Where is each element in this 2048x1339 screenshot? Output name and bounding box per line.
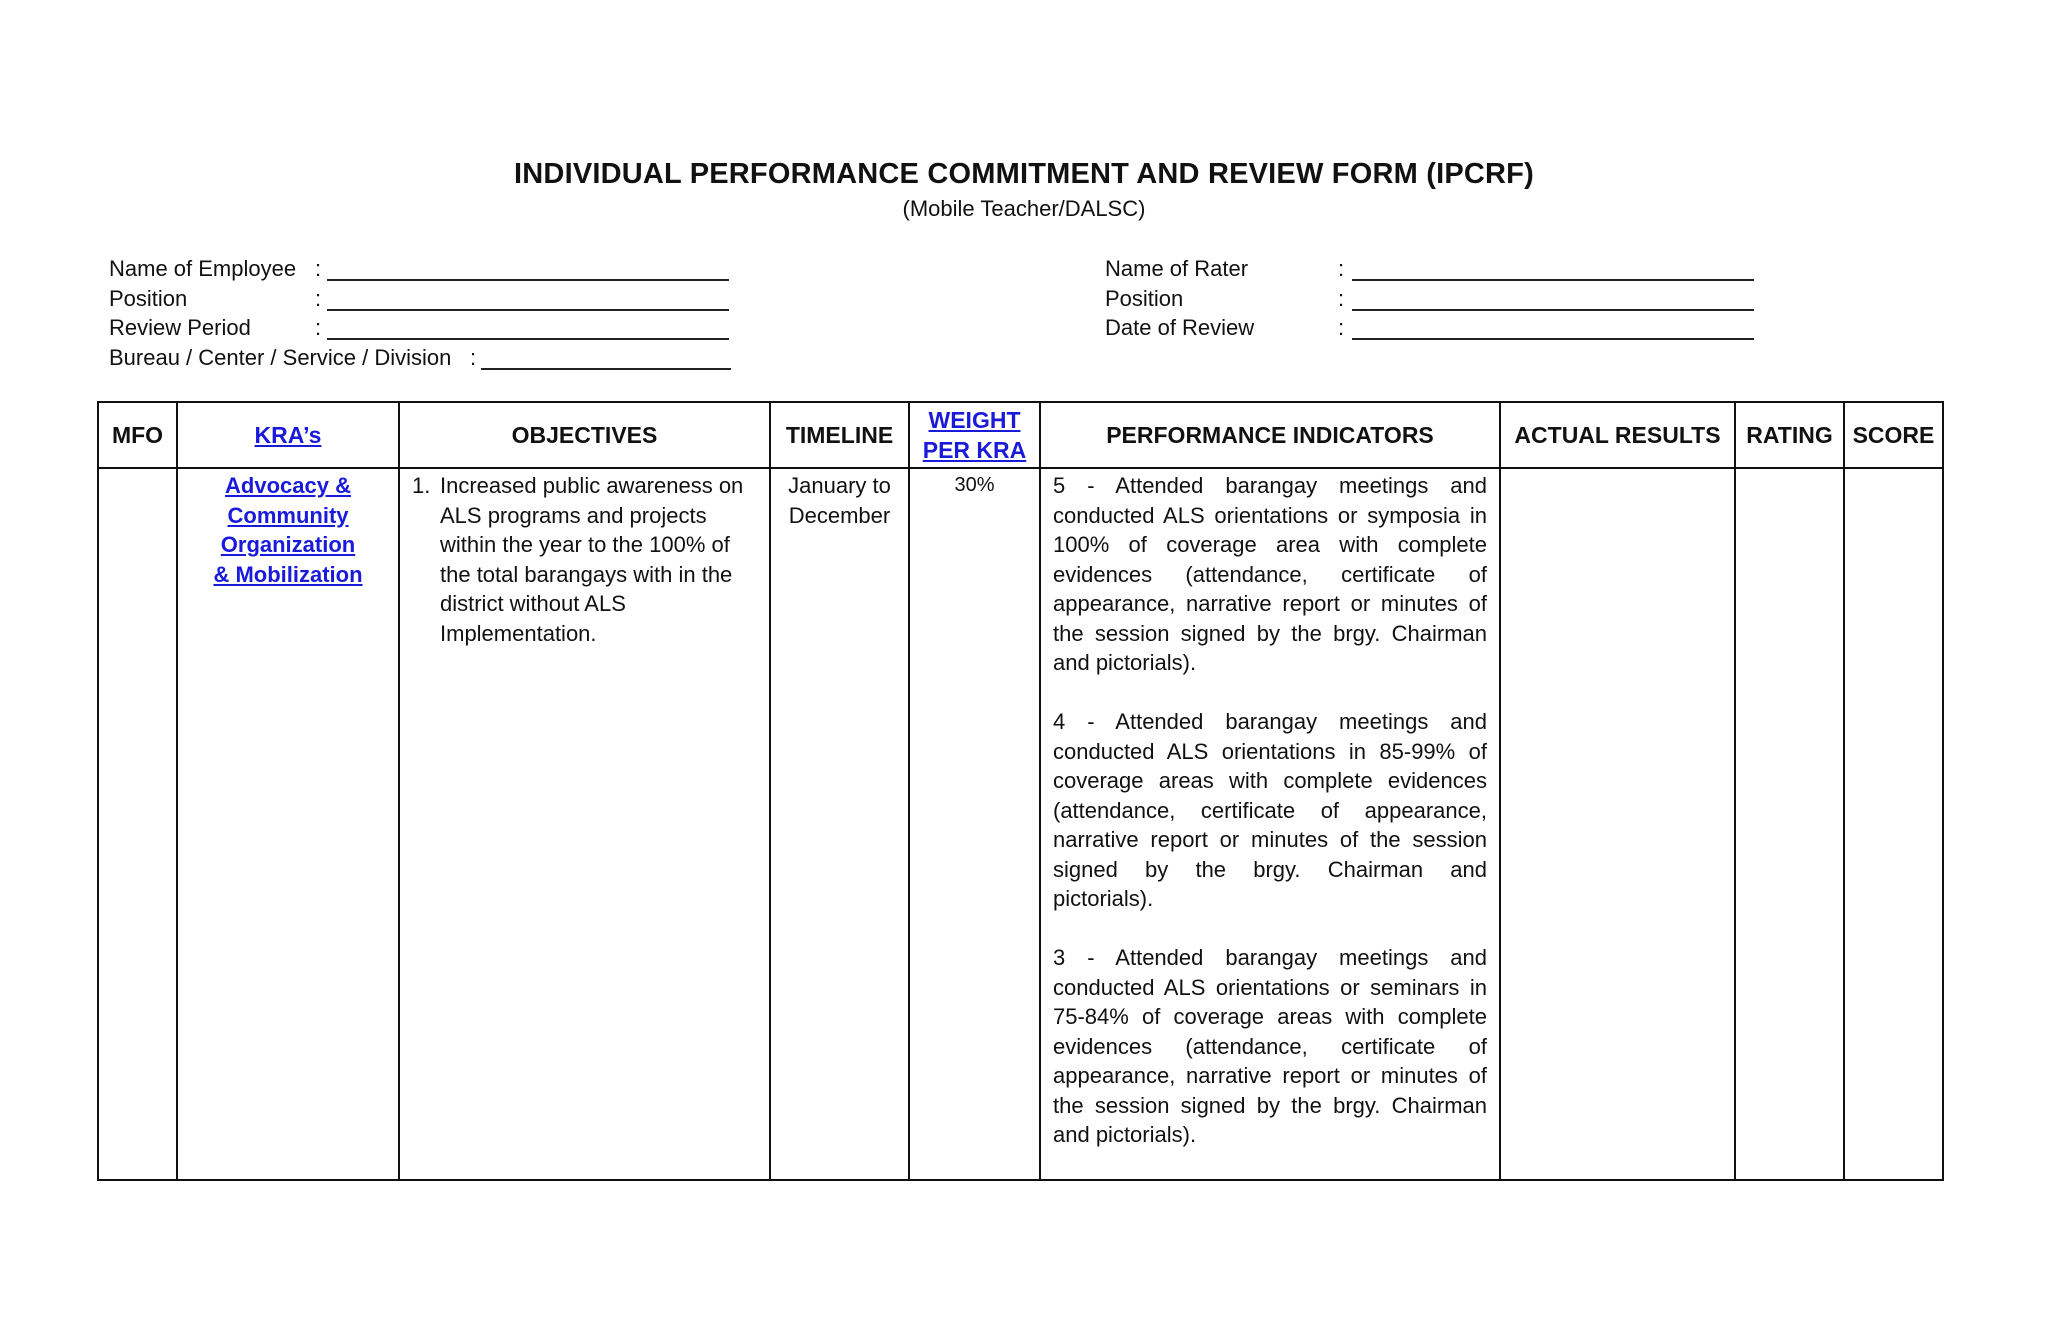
objective-text: Increased public awareness on ALS programs and projects within the year to the 100% of the total barangays with in the district without ALS Implementation. [440,473,744,646]
indicator-5: 5 - Attended barangay meetings and conducted ALS orientations or symposia in 100% of coverage area with complete evidences (attendance, certificate of appearance, narrative report or minutes of the session signed by the brgy. Chairman and pictorials). [1053,473,1487,675]
employee-position-field[interactable] [327,309,729,311]
review-period-row [109,315,759,345]
division-row [109,345,759,375]
ipcrf-table [97,401,1944,1181]
table-row [98,468,1943,1180]
review-date-row [1105,315,1805,345]
objective-item [412,471,755,648]
review-date-field[interactable] [1352,338,1754,340]
weight-link-line1[interactable]: WEIGHT [928,407,1021,433]
header-mfo: MFO [98,402,177,468]
indicator-4: 4 - Attended barangay meetings and conducted ALS orientations in 85-99% of coverage areas with complete evidences (attendance, certificate of appearance, narrative report or minutes of the session signed by the brgy. Chairman and pictorials). [1053,709,1487,911]
header-weight[interactable] [909,402,1040,468]
weight-cell: 30% [909,468,1040,1180]
rater-position-row [1105,286,1805,316]
header-timeline: TIMELINE [770,402,909,468]
colon: : [315,315,322,340]
actual-results-cell[interactable] [1500,468,1735,1180]
colon: : [470,344,477,370]
rater-name-field[interactable] [1352,279,1754,281]
review-period-field[interactable] [327,338,729,340]
header-score: SCORE [1844,402,1943,468]
kra-link[interactable]: Advocacy & Community Organization & Mobilization [213,473,363,587]
review-date-label: Date of Review [1105,315,1255,340]
division-label: Bureau / Center / Service / Division [109,344,452,370]
employee-info-block [109,256,759,374]
employee-name-field[interactable] [327,279,729,281]
rater-position-field[interactable] [1352,309,1754,311]
header-objectives: OBJECTIVES [399,402,770,468]
kras-link[interactable]: KRA’s [254,421,322,448]
timeline-cell [770,468,909,1180]
rater-position-label: Position [1105,285,1184,311]
kra-cell [177,468,399,1180]
employee-position-label: Position [109,285,188,311]
header-actual-results: ACTUAL RESULTS [1500,402,1735,468]
rater-name-row [1105,256,1805,286]
colon: : [1338,285,1345,311]
header-rating: RATING [1735,402,1844,468]
score-cell[interactable] [1844,468,1943,1180]
employee-name-row [109,256,759,286]
employee-position-row [109,286,759,316]
colon: : [315,256,322,281]
colon: : [1338,315,1345,340]
rating-cell[interactable] [1735,468,1844,1180]
rater-info-block [1105,256,1805,345]
objective-cell [399,468,770,1180]
division-field[interactable] [481,368,731,370]
mfo-cell[interactable] [98,468,177,1180]
employee-name-label: Name of Employee [109,256,297,281]
indicator-3: 3 - Attended barangay meetings and conducted ALS orientations or seminars in 75-84% of coverage areas with complete evidences (attendance, certificate of appearance, narrative report or minutes of the session signed by the brgy. Chairman and pictorials). [1053,945,1487,1147]
objective-number: 1. [412,473,431,498]
header-kras[interactable] [177,402,399,468]
performance-indicators-cell [1040,468,1500,1180]
timeline-text: January to December [788,473,891,528]
rater-name-label: Name of Rater [1105,256,1249,281]
colon: : [1338,256,1345,281]
form-title: INDIVIDUAL PERFORMANCE COMMITMENT AND REVIEW FORM (IPCRF) [514,158,1534,190]
table-header-row [98,402,1943,468]
colon: : [315,285,322,311]
review-period-label: Review Period [109,315,251,340]
header-performance-indicators: PERFORMANCE INDICATORS [1040,402,1500,468]
weight-link-line2[interactable]: PER KRA [922,437,1027,463]
form-subtitle: (Mobile Teacher/DALSC) [902,196,1146,221]
